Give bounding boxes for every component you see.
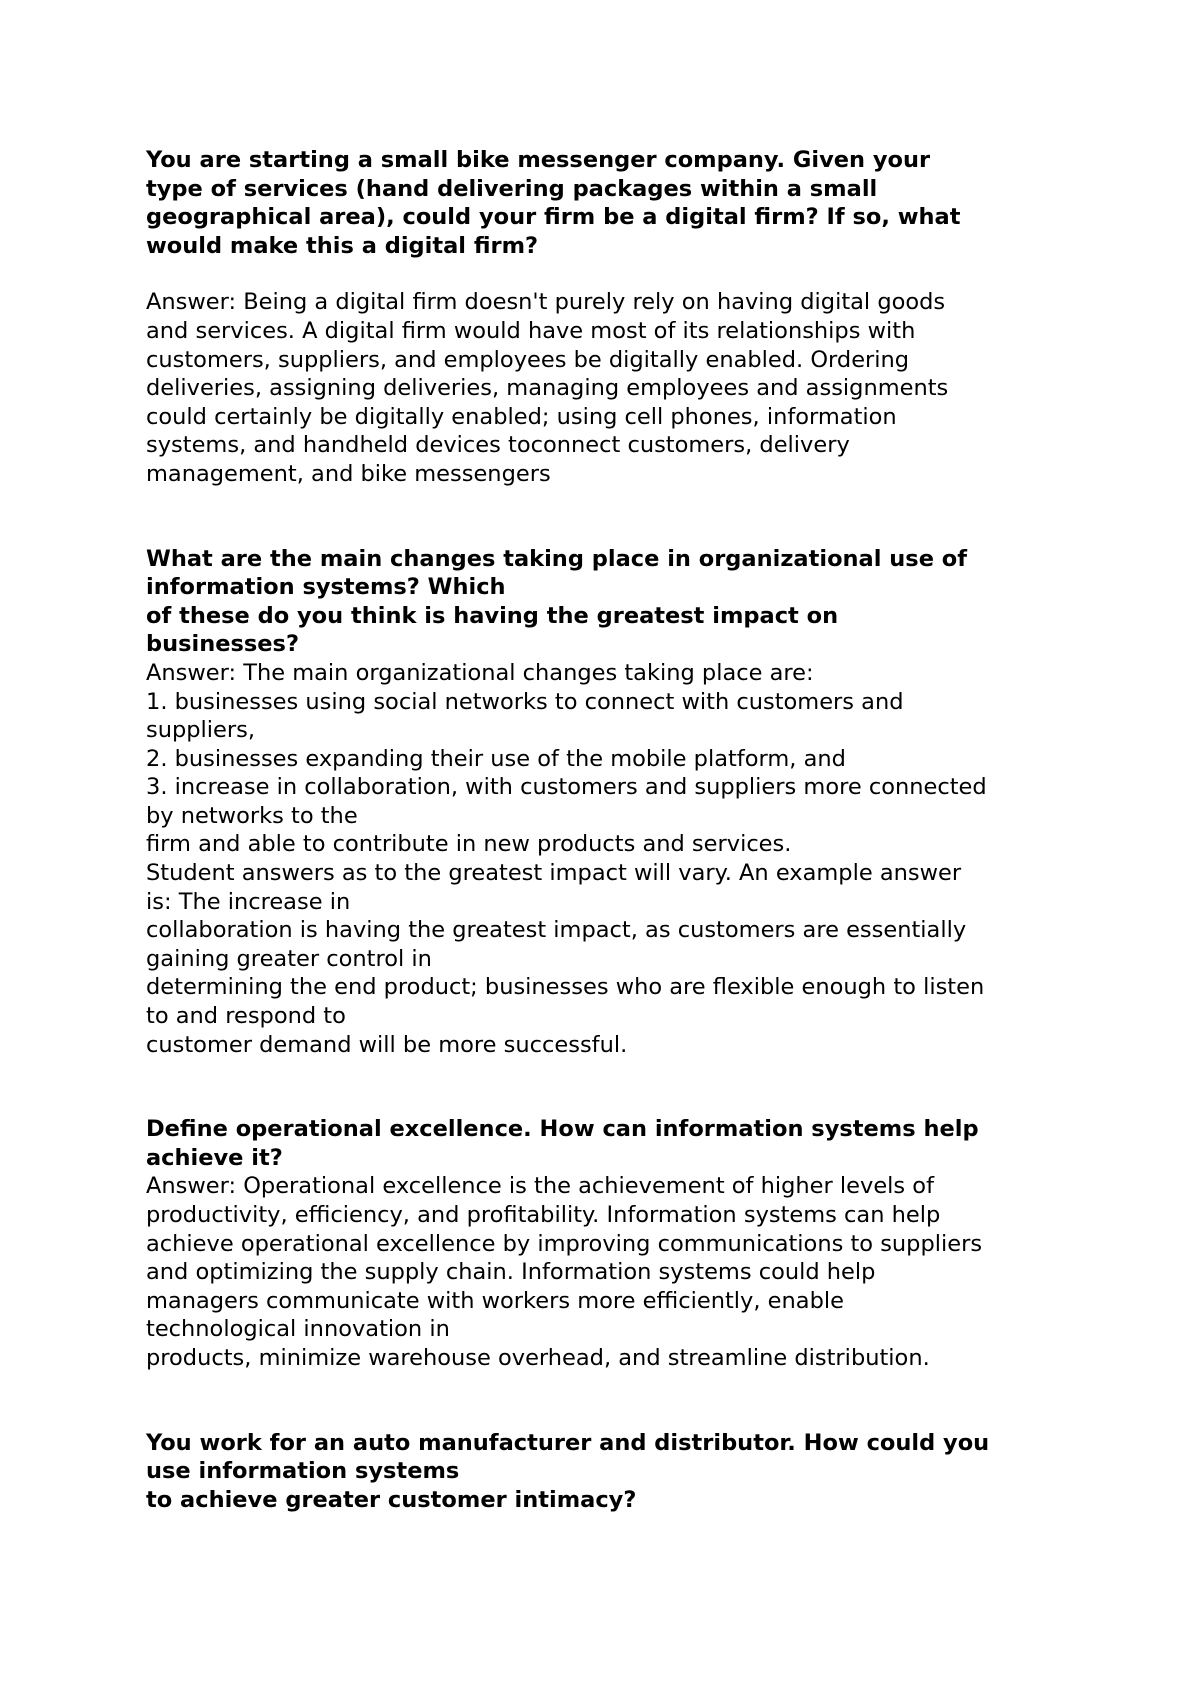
answer-line: to and respond to bbox=[146, 1003, 346, 1030]
question-4 bbox=[146, 1429, 1086, 1515]
answer-line: gaining greater control in bbox=[146, 945, 432, 972]
spacer bbox=[146, 1373, 1086, 1429]
answer-line: Answer: Operational excellence is the achievement of higher levels of bbox=[146, 1173, 934, 1200]
answer-line: Answer: Being a digital firm doesn't purely rely on having digital goods bbox=[146, 289, 946, 316]
question-2 bbox=[146, 545, 1086, 659]
answer-line: products, minimize warehouse overhead, and streamline distribution. bbox=[146, 1344, 930, 1371]
qa-section-2 bbox=[146, 545, 1086, 1060]
answer-line: and services. A digital firm would have most of its relationships with bbox=[146, 317, 916, 344]
answer-line: technological innovation in bbox=[146, 1316, 450, 1343]
question-line: information systems? Which bbox=[146, 574, 506, 601]
answer-line: and optimizing the supply chain. Information systems could help bbox=[146, 1259, 876, 1286]
question-line: You are starting a small bike messenger company. Given your bbox=[146, 147, 931, 173]
answer-line: could certainly be digitally enabled; using cell phones, information bbox=[146, 403, 897, 430]
answer-line: customers, suppliers, and employees be digitally enabled. Ordering bbox=[146, 346, 910, 373]
qa-section-3 bbox=[146, 1115, 1086, 1372]
question-line: What are the main changes taking place in organizational use of bbox=[146, 545, 968, 572]
answer-line: managers communicate with workers more efficiently, enable bbox=[146, 1287, 844, 1314]
answer-line: is: The increase in bbox=[146, 888, 351, 915]
answer-1 bbox=[146, 288, 1086, 488]
answer-line: collaboration is having the greatest impact, as customers are essentially bbox=[146, 917, 967, 944]
question-line: geographical area), could your firm be a digital firm? If so, what bbox=[146, 204, 961, 231]
answer-3 bbox=[146, 1172, 1086, 1372]
answer-line: productivity, efficiency, and profitability. Information systems can help bbox=[146, 1202, 941, 1228]
answer-2 bbox=[146, 659, 1086, 1059]
question-line: type of services (hand delivering packages within a small bbox=[146, 175, 878, 202]
answer-line: 2. businesses expanding their use of the mobile platform, and bbox=[146, 745, 846, 772]
spacer bbox=[146, 260, 1086, 288]
document-page bbox=[146, 146, 1086, 1514]
qa-section-4 bbox=[146, 1429, 1086, 1515]
question-line: would make this a digital firm? bbox=[146, 232, 539, 259]
answer-line: achieve operational excellence by improving communications to suppliers bbox=[146, 1230, 983, 1257]
spacer bbox=[146, 1059, 1086, 1115]
question-line: businesses? bbox=[146, 631, 299, 658]
answer-line: Answer: The main organizational changes taking place are: bbox=[146, 659, 814, 686]
question-3 bbox=[146, 1115, 1086, 1172]
answer-line: suppliers, bbox=[146, 717, 256, 744]
question-line: to achieve greater customer intimacy? bbox=[146, 1486, 637, 1513]
question-line: achieve it? bbox=[146, 1144, 283, 1171]
question-line: of these do you think is having the greatest impact on bbox=[146, 602, 839, 629]
answer-line: 3. increase in collaboration, with customers and suppliers more connected bbox=[146, 774, 987, 801]
question-line: You work for an auto manufacturer and distributor. How could you bbox=[146, 1429, 990, 1456]
answer-line: systems, and handheld devices toconnect customers, delivery bbox=[146, 432, 850, 459]
answer-line: determining the end product; businesses who are flexible enough to listen bbox=[146, 974, 985, 1001]
answer-line: 1. businesses using social networks to connect with customers and bbox=[146, 688, 904, 715]
answer-line: Student answers as to the greatest impact will vary. An example answer bbox=[146, 860, 962, 887]
answer-line: by networks to the bbox=[146, 802, 358, 829]
answer-line: customer demand will be more successful. bbox=[146, 1031, 628, 1058]
qa-section-1 bbox=[146, 146, 1086, 489]
question-line: use information systems bbox=[146, 1458, 460, 1485]
spacer bbox=[146, 489, 1086, 545]
answer-line: firm and able to contribute in new products and services. bbox=[146, 831, 792, 858]
answer-line: management, and bike messengers bbox=[146, 460, 551, 487]
question-line: Define operational excellence. How can information systems help bbox=[146, 1116, 979, 1143]
answer-line: deliveries, assigning deliveries, managing employees and assignments bbox=[146, 375, 949, 402]
question-1 bbox=[146, 146, 1086, 260]
